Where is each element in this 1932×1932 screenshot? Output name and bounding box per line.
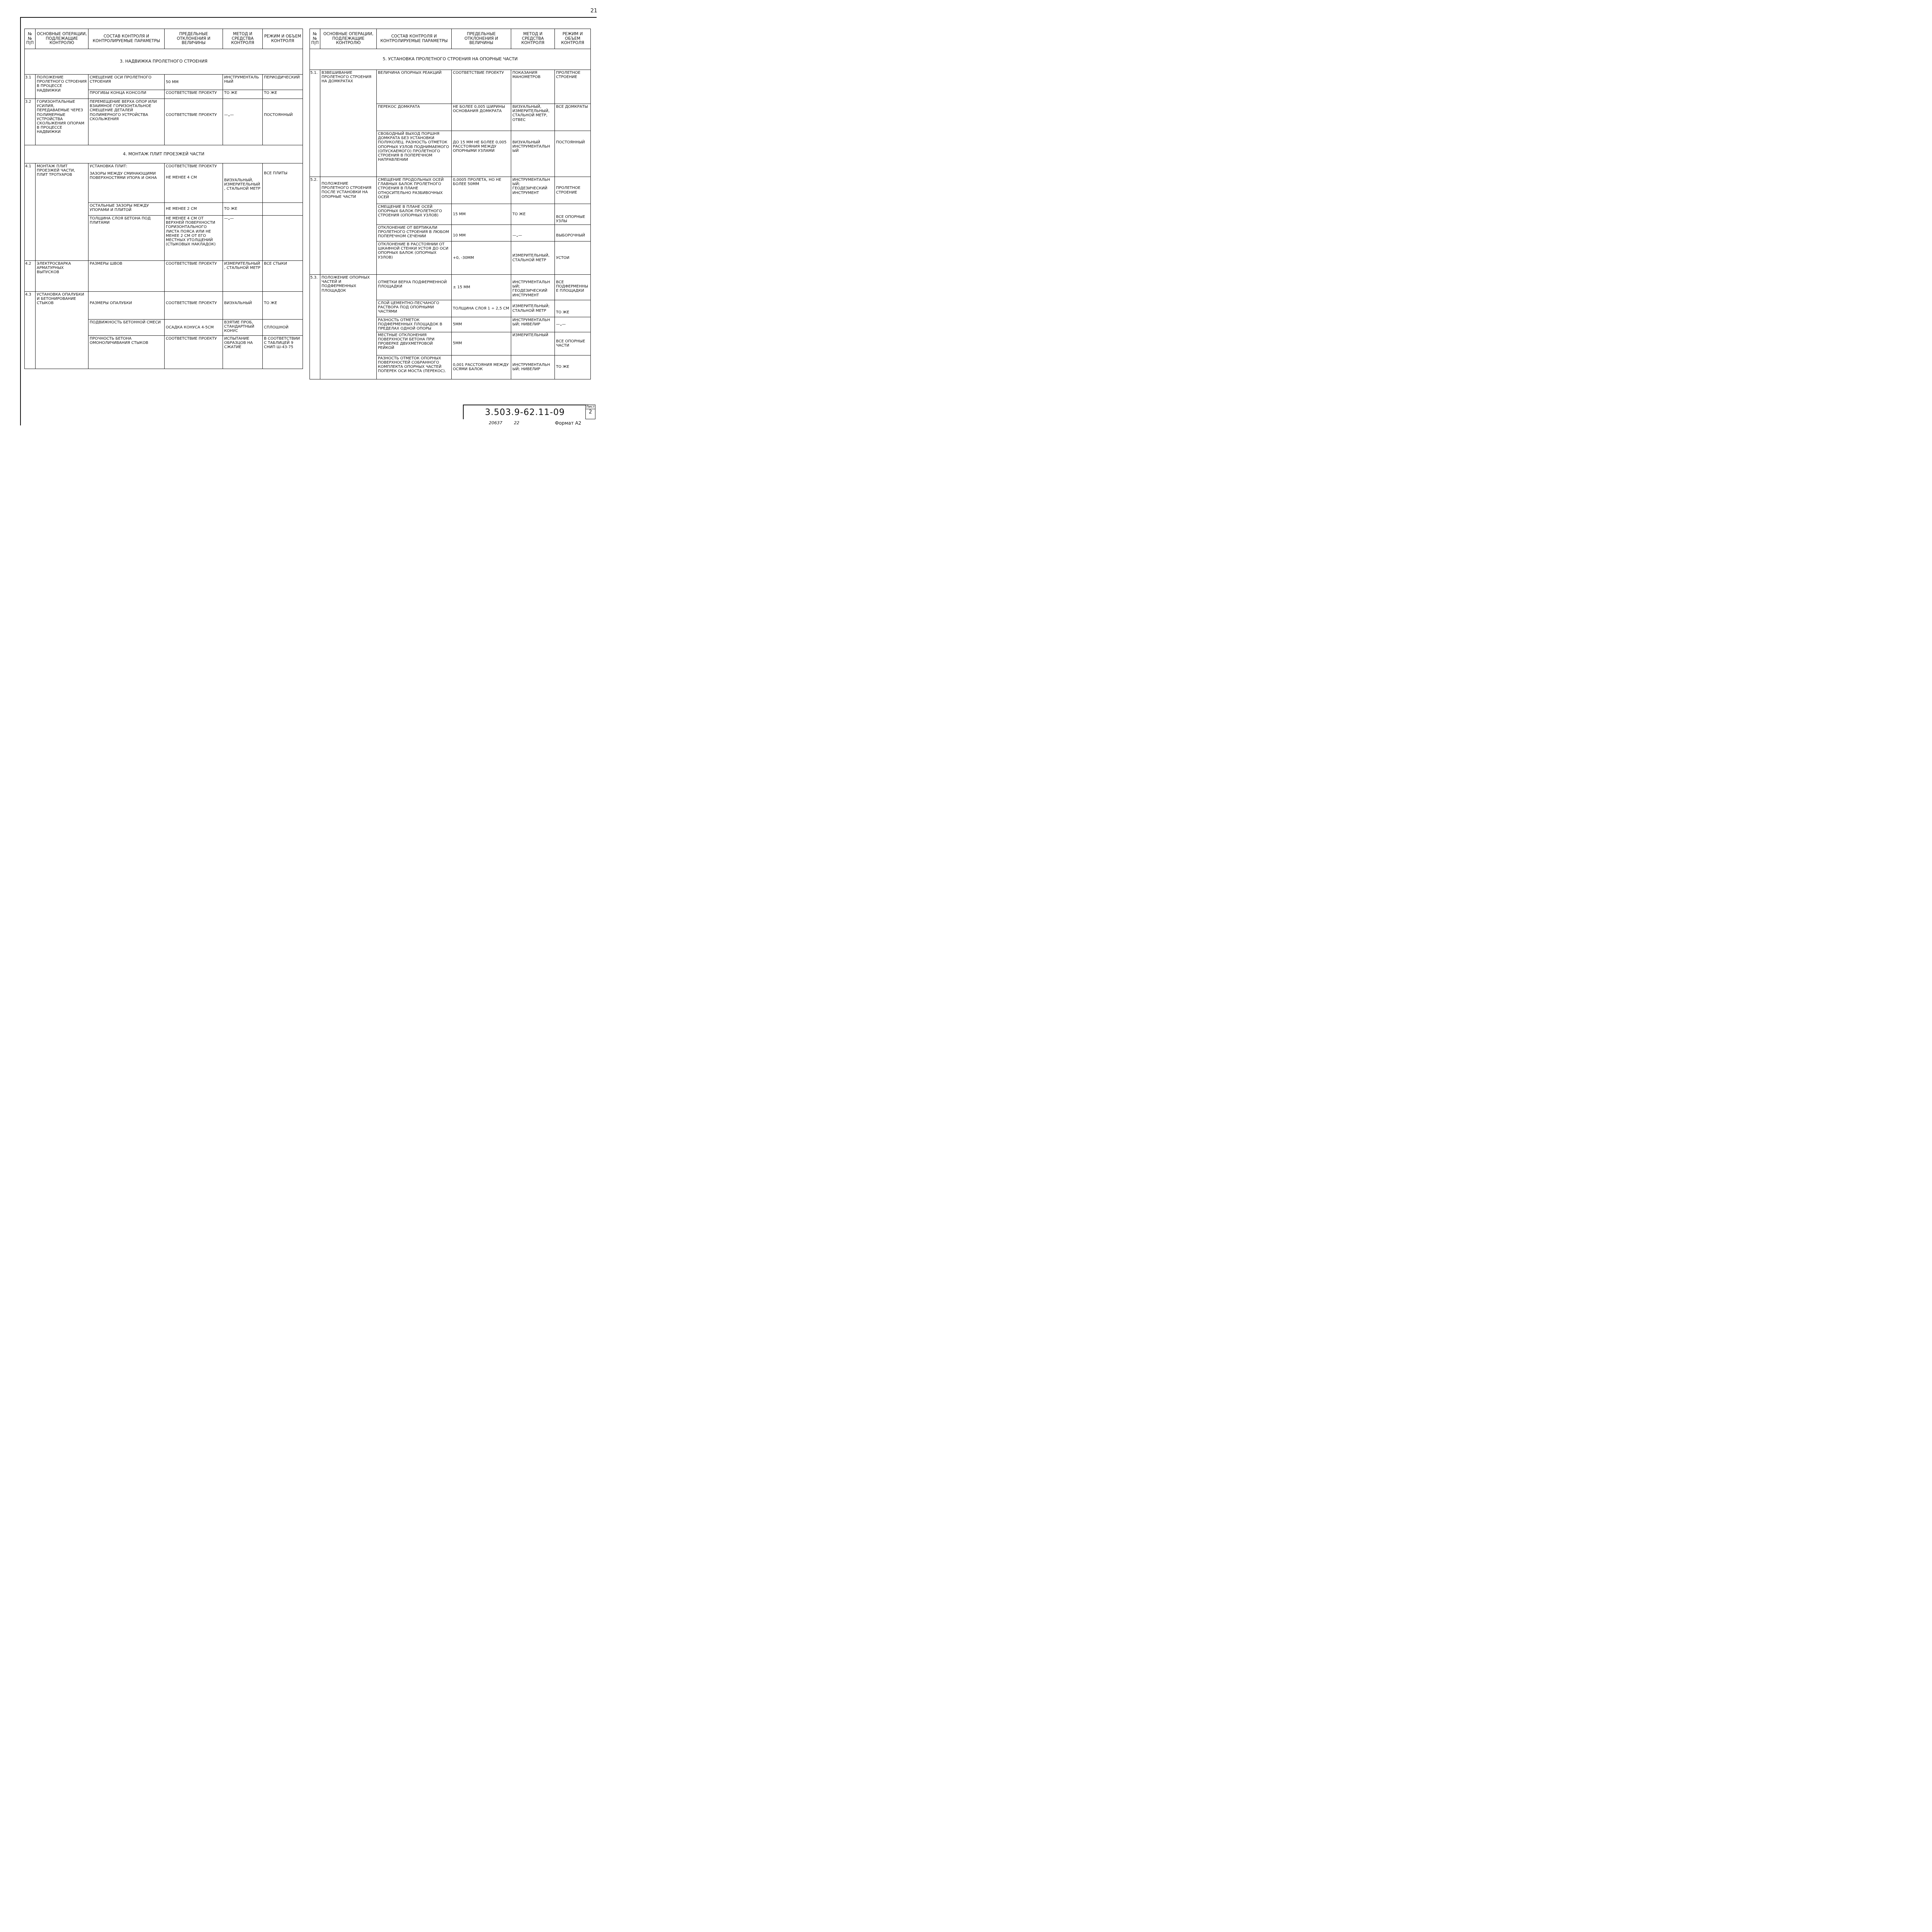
row-number: 5.2.	[310, 177, 320, 275]
deviation-cell: СООТВЕТСТВИЕ ПРОЕКТУ	[165, 261, 223, 292]
parameter-cell: СВОБОДНЫЙ ВЫХОД ПОРШНЯ ДОМКРАТА БЕЗ УСТАНОВКИ ПОЛУКОЛЕЦ. РАЗНОСТЬ ОТМЕТОК ОПОРНЫХ УЗЛОВ ПОДНИМАЕМОГО (ОПУСКАЕМОГО) ПРОЛЕТНОГО СТРОЕНИЯ В ПОПЕРЕЧНОМ НАПРАВЛЕНИИ	[377, 131, 452, 177]
method-cell: ВИЗУАЛЬНЫЙ, ИЗМЕРИТЕЛЬНЫЙ, СТАЛЬНОЙ МЕТР, ОТВЕС	[511, 104, 555, 131]
header-method: МЕТОД И СРЕДСТВА КОНТРОЛЯ	[511, 29, 555, 49]
parameter-cell: ОТКЛОНЕНИЕ ОТ ВЕРТИКАЛИ ПРОЛЕТНОГО СТРОЕНИЯ В ЛЮБОМ ПОПЕРЕЧНОМ СЕЧЕНИИ	[377, 225, 452, 242]
sheet-box	[585, 405, 595, 419]
mode-cell: ПРОЛЕТНОЕ СТРОЕНИЕ	[555, 177, 591, 204]
mode-cell: ВСЕ ПЛИТЫ	[263, 163, 303, 203]
method-cell: ИНСТРУМЕНТАЛЬНЫЙ; НИВЕЛИР	[511, 317, 555, 332]
sheet-number: 2	[588, 409, 592, 415]
table-row	[310, 275, 591, 300]
parameter-cell: ПЕРЕКОС ДОМКРАТА	[377, 104, 452, 131]
method-cell: ИНСТРУМЕНТАЛЬНЫЙ; ГЕОДЕЗИЧЕСКИЙ ИНСТРУМЕНТ	[511, 177, 555, 204]
mode-cell	[263, 216, 303, 261]
mode-cell: ВСЕ ДОМКРАТЫ	[555, 104, 591, 131]
operation-cell: УСТАНОВКА ОПАЛУБКИ И БЕТОНИРОВАНИЕ СТЫКОВ	[36, 292, 88, 369]
deviation-line: СООТВЕТСТВИЕ ПРОЕКТУ	[166, 164, 217, 168]
method-cell: ИНСТРУМЕНТАЛЬНЫЙ; НИВЕЛИР	[511, 355, 555, 379]
table-row	[25, 292, 303, 320]
parameter-cell: ПРОЧНОСТЬ БЕТОНА ОМОНОЛИЧИВАНИЯ СТЫКОВ	[88, 336, 165, 369]
header-method: МЕТОД И СРЕДСТВА КОНТРОЛЯ	[223, 29, 263, 49]
mode-cell: ПОСТОЯННЫЙ	[555, 131, 591, 177]
parameter-cell	[88, 163, 165, 203]
row-number: 5.1.	[310, 70, 320, 177]
header-mode: РЕЖИМ И ОБЪЕМ КОНТРОЛЯ	[263, 29, 303, 49]
deviation-cell: СООТВЕТСТВИЕ ПРОЕКТУ	[165, 90, 223, 99]
drawing-code: 3.503.9-62.11-09	[463, 405, 586, 419]
mode-cell: В СООТВЕТСТВИИ С ТАБЛИЦЕЙ 9 СНИП Ш-43-75	[263, 336, 303, 369]
header-composition: СОСТАВ КОНТРОЛЯ И КОНТРОЛИРУЕМЫЕ ПАРАМЕТРЫ	[377, 29, 452, 49]
deviation-cell: 5ММ	[452, 317, 511, 332]
deviation-cell: 50 ММ	[165, 75, 223, 90]
table-row	[25, 163, 303, 203]
deviation-cell: +0, -30ММ	[452, 242, 511, 275]
operation-cell: ВЗВЕШИВАНИЕ ПРОЛЕТНОГО СТРОЕНИЯ НА ДОМКРАТАХ	[320, 70, 377, 177]
method-cell: ИНСТРУМЕНТАЛЬНЫЙ	[223, 75, 263, 90]
mode-cell: ВСЕ ОПОРНЫЕ ЧАСТИ	[555, 332, 591, 355]
method-cell: ИЗМЕРИТЕЛЬНЫЙ, СТАЛЬНОЙ МЕТР	[223, 261, 263, 292]
method-cell: ИЗМЕРИТЕЛЬНЫЙ; СТАЛЬНОЙ МЕТР	[511, 300, 555, 317]
mode-cell: ВСЕ ПОДФЕРМЕННЫЕ ПЛОЩАДКИ	[555, 275, 591, 300]
parameter-cell: РАЗМЕРЫ ОПАЛУБКИ	[88, 292, 165, 320]
header-deviations: ПРЕДЕЛЬНЫЕ ОТКЛОНЕНИЯ И ВЕЛИЧИНЫ	[452, 29, 511, 49]
header-row	[25, 29, 303, 49]
method-cell: ИЗМЕРИТЕЛЬНЫЙ, СТАЛЬНОЙ МЕТР	[511, 242, 555, 275]
header-num: №№ П|П	[310, 29, 320, 49]
deviation-cell: СООТВЕТСТВИЕ ПРОЕКТУ	[165, 292, 223, 320]
header-num: №№ П|П	[25, 29, 36, 49]
table-row	[25, 75, 303, 90]
footer-number: 22	[514, 420, 519, 425]
section-title: 3. НАДВИЖКА ПРОЛЕТНОГО СТРОЕНИЯ	[25, 49, 303, 75]
deviation-cell: ДО 15 ММ НЕ БОЛЕЕ 0,005 РАССТОЯНИЯ МЕЖДУ ОПОРНЫМИ УЗЛАМИ	[452, 131, 511, 177]
operation-cell: ЭЛЕКТРОСВАРКА АРМАТУРНЫХ ВЫПУСКОВ	[36, 261, 88, 292]
parameter-cell: ПОДВИЖНОСТЬ БЕТОННОЙ СМЕСИ	[88, 320, 165, 336]
parameter-cell: ВЕЛИЧИНА ОПОРНЫХ РЕАКЦИЙ	[377, 70, 452, 104]
parameter-cell: СМЕЩЕНИЕ ОСИ ПРОЛЕТНОГО СТРОЕНИЯ	[88, 75, 165, 90]
parameter-cell: ТОЛЩИНА СЛОЯ БЕТОНА ПОД ПЛИТАМИ	[88, 216, 165, 261]
mode-cell: УСТОИ	[555, 242, 591, 275]
mode-cell: ВСЕ СТЫКИ	[263, 261, 303, 292]
method-cell: ВИЗУАЛЬНЫЙ ИНСТРУМЕНТАЛЬНЫЙ	[511, 131, 555, 177]
inventory-number: 20637	[489, 420, 502, 425]
format-label: Формат А2	[555, 420, 582, 426]
deviation-cell: ОСАДКА КОНУСА 4-5СМ	[165, 320, 223, 336]
method-cell: ТО ЖЕ	[511, 204, 555, 225]
operation-cell: ПОЛОЖЕНИЕ ПРОЛЕТНОГО СТРОЕНИЯ В ПРОЦЕССЕ НАДВИЖКИ	[36, 75, 88, 99]
deviation-cell: НЕ МЕНЕЕ 4 СМ ОТ ВЕРХНЕЙ ПОВЕРХНОСТИ ГОРИЗОНТАЛЬНОГО ЛИСТА ПОЯСА ИЛИ НЕ МЕНЕЕ 2 СМ ОТ ЕГО МЕСТНЫХ УТОЛЩЕНИЙ (СТЫКОВЫХ НАКЛАДОК)	[165, 216, 223, 261]
parameter-cell: ОТКЛОНЕНИЕ В РАССТОЯНИИ ОТ ШКАФНОЙ СТЕНКИ УСТОЯ ДО ОСИ ОПОРНЫХ БАЛОК (ОПОРНЫХ УЗЛОВ)	[377, 242, 452, 275]
method-cell: ТО ЖЕ	[223, 90, 263, 99]
table-row	[25, 99, 303, 145]
sheet-label: Лист	[586, 405, 595, 409]
mode-cell: ТО ЖЕ	[263, 292, 303, 320]
method-cell: ВИЗУАЛЬНЫЙ, ИЗМЕРИТЕЛЬНЫЙ, СТАЛЬНОЙ МЕТР	[223, 163, 263, 203]
parameter-cell: РАЗНОСТЬ ОТМЕТОК ОПОРНЫХ ПОВЕРХНОСТЕЙ СОБРАННОГО КОМПЛЕКТА ОПОРНЫХ ЧАСТЕЙ ПОПЕРЕК ОСИ МОСТА (ПЕРЕКОС).	[377, 355, 452, 379]
deviation-cell: СООТВЕТСТВИЕ ПРОЕКТУ	[165, 336, 223, 369]
deviation-cell: НЕ МЕНЕЕ 2 СМ	[165, 203, 223, 216]
method-cell: —„—	[223, 216, 263, 261]
method-cell: ИЗМЕРИТЕЛЬНЫЙ	[511, 332, 555, 355]
row-number: 5.3.	[310, 275, 320, 379]
table-row	[310, 70, 591, 104]
header-operations: ОСНОВНЫЕ ОПЕРАЦИИ, ПОДЛЕЖАЩИЕ КОНТРОЛЮ	[320, 29, 377, 49]
left-table	[24, 29, 303, 369]
parameter-cell: МЕСТНЫЕ ОТКЛОНЕНИЯ ПОВЕРХНОСТИ БЕТОНА ПРИ ПРОВЕРКЕ ДВУХМЕТРОВОЙ РЕЙКОЙ	[377, 332, 452, 355]
deviation-cell: 5ММ	[452, 332, 511, 355]
parameter-cell: РАЗНОСТЬ ОТМЕТОК ПОДФЕРМЕННЫХ ПЛОЩАДОК В ПРЕДЕЛАХ ОДНОЙ ОПОРЫ	[377, 317, 452, 332]
parameter-cell: ПРОГИБЫ КОНЦА КОНСОЛИ	[88, 90, 165, 99]
header-composition: СОСТАВ КОНТРОЛЯ И КОНТРОЛИРУЕМЫЕ ПАРАМЕТРЫ	[88, 29, 165, 49]
parameter-cell: СМЕЩЕНИЕ В ПЛАНЕ ОСЕЙ ОПОРНЫХ БАЛОК ПРОЛЕТНОГО СТРОЕНИЯ (ОПОРНЫХ УЗЛОВ)	[377, 204, 452, 225]
deviation-cell	[165, 163, 223, 203]
mode-cell: ПРОЛЕТНОЕ СТРОЕНИЕ	[555, 70, 591, 104]
mode-cell: ТО ЖЕ	[263, 90, 303, 99]
method-cell: ВЗЯТИЕ ПРОБ, СТАНДАРТНЫЙ КОНУС	[223, 320, 263, 336]
method-cell: —„—	[223, 99, 263, 145]
method-cell: ВИЗУАЛЬНЫЙ	[223, 292, 263, 320]
method-cell: ПОКАЗАНИЯ МАНОМЕТРОВ	[511, 70, 555, 104]
deviation-cell: ТОЛЩИНА СЛОЯ 1 ÷ 2,5 СМ	[452, 300, 511, 317]
parameter-cell: СЛОЙ ЦЕМЕНТНО-ПЕСЧАНОГО РАСТВОРА ПОД ОПОРНЫМИ ЧАСТЯМИ	[377, 300, 452, 317]
parameter-line: ЗАЗОРЫ МЕЖДУ СМИНАЮЩИМИ ПОВЕРХНОСТЯМИ УПОРА И ОКНА	[90, 172, 157, 180]
operation-cell: ГОРИЗОНТАЛЬНЫЕ УСИЛИЯ, ПЕРЕДАВАЕМЫЕ ЧЕРЕЗ ПОЛИМЕРНЫЕ УСТРОЙСТВА СКОЛЬЖЕНИЯ ОПОРАМ В ПРОЦЕССЕ НАДВИЖКИ	[36, 99, 88, 145]
deviation-cell: 0,0005 ПРОЛЕТА, НО НЕ БОЛЕЕ 50ММ	[452, 177, 511, 204]
page-number: 21	[590, 8, 597, 14]
method-cell: ИСПЫТАНИЕ ОБРАЗЦОВ НА СЖАТИЕ	[223, 336, 263, 369]
parameter-cell: ПЕРЕМЕЩЕНИЕ ВЕРХА ОПОР ИЛИ ВЗАИМНОЕ ГОРИЗОНТАЛЬНОЕ СМЕЩЕНИЕ ДЕТАЛЕЙ ПОЛИМЕРНОГО УСТРОЙСТВА СКОЛЬЖЕНИЯ	[88, 99, 165, 145]
deviation-line: НЕ МЕНЕЕ 4 СМ	[166, 175, 197, 180]
right-table	[310, 29, 591, 379]
table-row	[25, 261, 303, 292]
mode-cell: ТО ЖЕ	[555, 300, 591, 317]
row-number: 3.1	[25, 75, 36, 99]
row-number: 4.2	[25, 261, 36, 292]
mode-cell: —„—	[555, 317, 591, 332]
method-cell: ТО ЖЕ	[223, 203, 263, 216]
mode-cell: ПЕРИОДИЧЕСКИЙ	[263, 75, 303, 90]
header-deviations: ПРЕДЕЛЬНЫЕ ОТКЛОНЕНИЯ И ВЕЛИЧИНЫ	[165, 29, 223, 49]
parameter-line: УСТАНОВКА ПЛИТ:	[90, 164, 128, 168]
operation-cell: МОНТАЖ ПЛИТ ПРОЕЗЖЕЙ ЧАСТИ, ПЛИТ ТРОТУАРОВ	[36, 163, 88, 261]
section-title: 5. УСТАНОВКА ПРОЛЕТНОГО СТРОЕНИЯ НА ОПОРНЫЕ ЧАСТИ	[310, 49, 591, 70]
parameter-cell: ОТМЕТКИ ВЕРХА ПОДФЕРМЕННОЙ ПЛОЩАДКИ	[377, 275, 452, 300]
operation-cell: ПОЛОЖЕНИЕ ОПОРНЫХ ЧАСТЕЙ И ПОДФЕРМЕННЫХ ПЛОЩАДОК	[320, 275, 377, 379]
mode-cell: ПОСТОЯННЫЙ	[263, 99, 303, 145]
parameter-cell: РАЗМЕРЫ ШВОВ	[88, 261, 165, 292]
mode-cell: ВЫБОРОЧНЫЙ	[555, 225, 591, 242]
method-cell: —„—	[511, 225, 555, 242]
row-number: 4.1	[25, 163, 36, 261]
deviation-cell: 15 ММ	[452, 204, 511, 225]
header-mode: РЕЖИМ И ОБЪЕМ КОНТРОЛЯ	[555, 29, 591, 49]
row-number: 4.3	[25, 292, 36, 369]
deviation-cell: 0,001 РАССТОЯНИЯ МЕЖДУ ОСЯМИ БАЛОК	[452, 355, 511, 379]
table-row	[310, 177, 591, 204]
deviation-cell: СООТВЕТСТВИЕ ПРОЕКТУ	[165, 99, 223, 145]
deviation-cell: НЕ БОЛЕЕ 0,005 ШИРИНЫ ОСНОВАНИЯ ДОМКРАТА	[452, 104, 511, 131]
row-number: 3.2	[25, 99, 36, 145]
method-cell: ИНСТРУМЕНТАЛЬНЫЙ; ГЕОДЕЗИЧЕСКИЙ ИНСТРУМЕНТ	[511, 275, 555, 300]
header-operations: ОСНОВНЫЕ ОПЕРАЦИИ, ПОДЛЕЖАЩИЕ КОНТРОЛЮ	[36, 29, 88, 49]
operation-cell: ПОЛОЖЕНИЕ ПРОЛЕТНОГО СТРОЕНИЯ ПОСЛЕ УСТАНОВКИ НА ОПОРНЫЕ ЧАСТИ	[320, 177, 377, 275]
mode-cell: СПЛОШНОЙ	[263, 320, 303, 336]
mode-cell: ТО ЖЕ	[555, 355, 591, 379]
deviation-cell: ± 15 ММ	[452, 275, 511, 300]
section-title: 4. МОНТАЖ ПЛИТ ПРОЕЗЖЕЙ ЧАСТИ	[25, 145, 303, 163]
deviation-cell: 10 ММ	[452, 225, 511, 242]
mode-cell	[263, 203, 303, 216]
header-row	[310, 29, 591, 49]
mode-cell: ВСЕ ОПОРНЫЕ УЗЛЫ	[555, 204, 591, 225]
deviation-cell: СООТВЕТСТВИЕ ПРОЕКТУ	[452, 70, 511, 104]
parameter-cell: СМЕЩЕНИЕ ПРОДОЛЬНЫХ ОСЕЙ ГЛАВНЫХ БАЛОК ПРОЛЕТНОГО СТРОЕНИЯ В ПЛАНЕ ОТНОСИТЕЛЬНО РАЗБИВОЧНЫХ ОСЕЙ	[377, 177, 452, 204]
parameter-cell: ОСТАЛЬНЫЕ ЗАЗОРЫ МЕЖДУ УПОРАМИ И ПЛИТОЙ	[88, 203, 165, 216]
